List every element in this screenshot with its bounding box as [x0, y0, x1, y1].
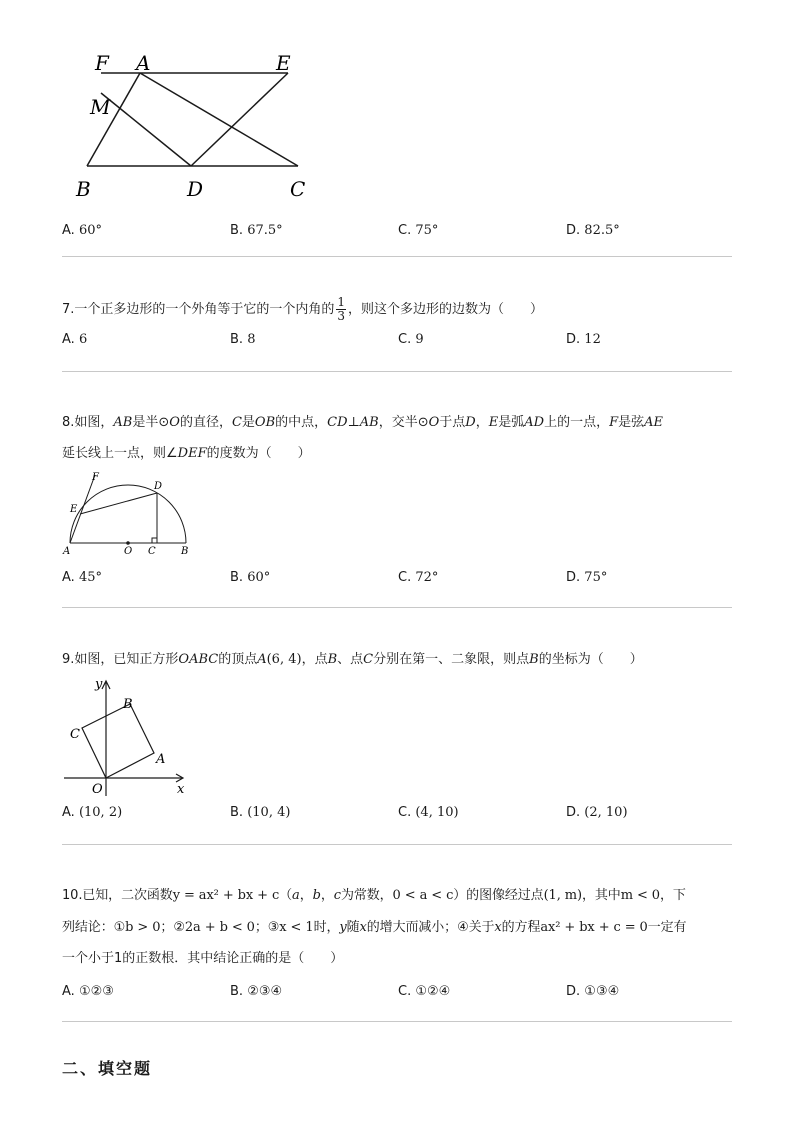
q10-stem-line1: 10.已知，二次函数y = ax² + bx + c（a，b，c为常数，0 < a < c）的图像经过点(1, m)，其中m < 0，下: [62, 888, 686, 903]
fig6-label-d: D: [187, 177, 204, 201]
q8-option-d[interactable]: D. 75°: [566, 570, 608, 585]
fig6-label-e: E: [276, 51, 291, 75]
q6-figure: [70, 50, 330, 210]
fig8-label-e: E: [70, 504, 78, 515]
fig6-label-f: F: [95, 51, 109, 75]
q9-option-b[interactable]: B. (10, 4): [230, 805, 291, 820]
section-title: 二、填空题: [62, 1059, 153, 1078]
fig8-label-b: B: [181, 546, 189, 557]
fig6-label-m: M: [90, 95, 111, 119]
q7-stem: 7.一个正多边形的一个外角等于它的一个内角的 $\frac{1}{3}$ ，则这个多边形的边数为（ ）: [62, 295, 544, 323]
fig6-label-c: C: [290, 177, 306, 201]
fig8-label-d: D: [154, 481, 163, 492]
fig9-label-b: B: [123, 697, 133, 712]
fig8-label-c: C: [148, 546, 156, 557]
q9-option-d[interactable]: D. (2, 10): [566, 805, 628, 820]
q10-option-c[interactable]: C. ①②④: [398, 984, 451, 999]
q8-stem-line1: 8.如图，AB是半⊙O的直径，C是OB的中点，CD⊥AB，交半⊙O于点D，E是弧AD上的一点，F是弦AE: [62, 415, 664, 430]
fig6-label-a: A: [136, 51, 151, 75]
q9-option-c[interactable]: C. (4, 10): [398, 805, 459, 820]
q6-option-b[interactable]: B. 67.5°: [230, 223, 283, 238]
divider: [62, 256, 732, 257]
q7-option-b[interactable]: B. 8: [230, 332, 256, 347]
q10-option-a[interactable]: A. ①②③: [62, 984, 114, 999]
q6-option-a[interactable]: A. 60°: [62, 223, 102, 238]
fig9-label-x: x: [177, 782, 185, 797]
q8-stem-line2: 延长线上一点，则∠DEF的度数为（ ）: [62, 446, 311, 461]
q7-option-a[interactable]: A. 6: [62, 332, 88, 347]
fig8-label-f: F: [92, 472, 99, 483]
fig9-label-c: C: [70, 727, 80, 742]
q8-option-c[interactable]: C. 72°: [398, 570, 439, 585]
q9-figure: [60, 672, 200, 798]
q10-stem-line3: 一个小于1的正数根．其中结论正确的是（ ）: [62, 951, 344, 966]
divider: [62, 607, 732, 608]
fig9-label-o: O: [92, 782, 103, 797]
fig9-label-a: A: [156, 752, 166, 767]
q9-option-a[interactable]: A. (10, 2): [62, 805, 123, 820]
divider: [62, 844, 732, 845]
q6-option-d[interactable]: D. 82.5°: [566, 223, 620, 238]
fraction: $\frac{1}{3}$: [337, 295, 346, 323]
q9-stem: 9.如图，已知正方形OABC的顶点A(6, 4)，点B、点C分别在第一、二象限，则点B的坐标为（ ）: [62, 652, 643, 667]
divider: [62, 1021, 732, 1022]
fig8-label-o: O: [124, 546, 133, 557]
fig6-label-b: B: [76, 177, 91, 201]
q7-option-c[interactable]: C. 9: [398, 332, 424, 347]
q7-option-d[interactable]: D. 12: [566, 332, 601, 347]
q10-option-d[interactable]: D. ①③④: [566, 984, 620, 999]
q8-option-b[interactable]: B. 60°: [230, 570, 271, 585]
q6-option-c[interactable]: C. 75°: [398, 223, 439, 238]
fig9-label-y: y: [95, 677, 103, 692]
fig8-label-a: A: [63, 546, 71, 557]
divider: [62, 371, 732, 372]
q10-stem-line2: 列结论：①b > 0；②2a + b < 0；③x < 1时，y随x的增大而减小；④关于x的方程ax² + bx + c = 0一定有: [62, 920, 687, 935]
q8-option-a[interactable]: A. 45°: [62, 570, 102, 585]
q8-figure: [58, 470, 208, 562]
q10-option-b[interactable]: B. ②③④: [230, 984, 283, 999]
